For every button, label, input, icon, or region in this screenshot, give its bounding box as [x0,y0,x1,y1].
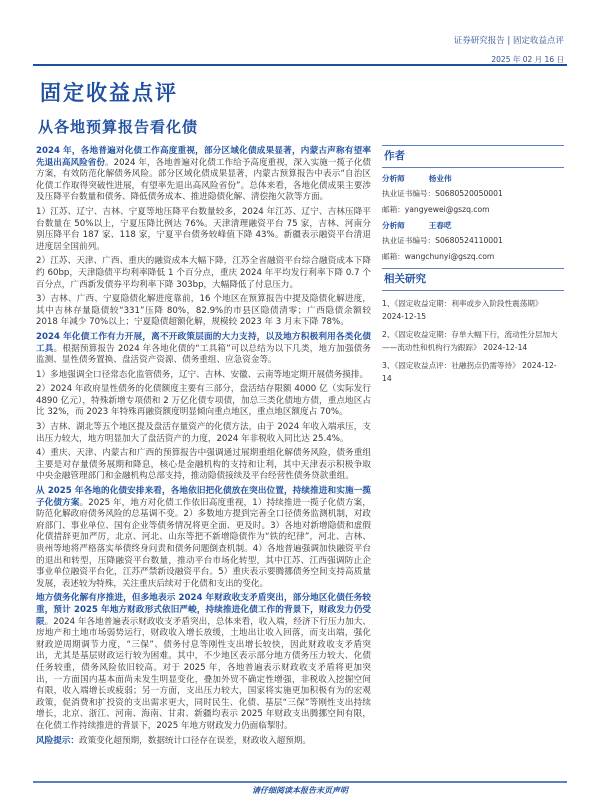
paragraph [36,486,371,590]
analyst-name: 杨业伟 [428,174,452,183]
related-report-link[interactable]: 1、《固定收益定期：利率或步入阶段性震荡期》 2024-12-15 [382,299,543,321]
analyst-email [382,252,564,262]
paragraph [36,736,371,748]
paragraph-text: 4）重庆、天津、内蒙古和广西的预算报告中强调通过展期重组化解债务风险，债务重组主要是对存量债务展期和降息，核心是金融机构的支持和让利，其中天津表示积极争取中央金融管理部门和金融机构总部支持，推动隐债接续及平台经营性债务贷款重组。 [36,448,371,482]
email-link[interactable]: wangchunyi@gszq.com [404,252,495,261]
email-label: 邮箱： [382,205,405,214]
paragraph-text: 3）吉林、湖北等五个地区提及盘活存量资产的化债方法，由于 2024 年收入端承压，支出压力较大，地方明显加大了盘活资产的力度，2024 年非税收入同比达 25.4%。 [36,422,371,444]
paragraph-text: 政策变化超预期，数据统计口径存在误差，财政收入超预期。 [78,735,312,746]
report-body [36,146,371,750]
email-link[interactable]: yangyewei@gszq.com [404,205,490,214]
analyst-cert [382,189,564,199]
report-category: 证券研究报告 | 固定收益点评 [453,36,564,46]
authors-heading: 作者 [382,145,564,168]
paragraph [36,207,371,253]
paragraph-lead: 地方债务化解有序推进，但多地表示 2024 年财政收支矛盾突出，部分地区化债任务较重，预计 2025 年地方财政形式依旧严峻，持续推进化债工作的背景下，财政发力仍受限 [36,593,371,627]
paragraph [36,294,371,329]
footer-disclaimer: 请仔细阅读本报告末页声明 [252,786,348,795]
cert-number: S0680524110001 [435,236,503,245]
paragraph-text: 3）吉林、广西、宁夏隐债化解进度靠前，16 个地区在预算报告中提及隐债化解进度，其中吉林存量隐债较“331”压降 80%，82.9%的市县区隐债清零；广西隐债余额较 2018 年减少 70%以上；宁夏隐债超额化解，规模较 2023 年 3 月末下降 78%。 [36,294,371,328]
cert-number: S0680520050001 [435,189,503,198]
analyst [382,221,564,231]
paragraph [36,422,371,445]
paragraph-text: 。2025 年，地方对化债工作依旧高度重视，1）持续推进一揽子化债方案，防范化解政府债务风险的总基调不变。2）多数地方提到完善全口径债务监测机制，对政府部门、事业单位、国有企业等债务情况将更全面、更及时。3）各地对新增隐债和虚假化债措辞更加严厉，北京、河北、山东等把不新增隐债作为“铁的纪律”，河北、吉林、贵州等地将严格落实举债终身问责和债务问题倒查机制。4）各地普遍强调加快融资平台的退出和转型，压降融资平台数量，推动平台市场化转型，其中江苏、江西强调防止企事业单位融资平台化，江苏严禁新设融资平台。5）重庆表示要腾挪债务空间支持高质量发展，表述较为特殊，关注重庆后续对于化债和支出的变化。 [36,497,371,589]
paragraph [36,370,371,382]
paragraph-lead: 从 2025 年各地的化债安排来看，各地依旧把化债放在突出位置，持续推进和实施一揽子化债方案 [36,486,371,508]
related-report-link[interactable]: 3、《固定收益点评：社融拐点仍需等待》 2024-12-14 [382,361,557,383]
paragraph-lead: 2024 年化债工作有力开展，离不开政策层面的大力支持，以及地方积极利用各类化债工具 [36,331,371,354]
paragraph [36,593,371,732]
paragraph-text: 2）江苏、天津、广西、重庆的融资成本大幅下降，江苏全省融资平台综合融资成本下降约 60bp，天津隐债平均利率降低 1 个百分点，重庆 2024 年平均发行利率下降 0.7 个百分点，广西新发债券平均利率下降 303bp，大幅降低了付息压力。 [36,256,371,290]
paragraph-text: 2）2024 年政府显性债务的化债额度主要有三部分，盘活结存限额 4000 亿（实际发行 4890 亿元），特殊新增专项债和 2 万亿化债专项债，加总三类化债地方债，重点地区占比 32%，而 2023 年特殊再融资额度明显倾向重点地区，重点地区额度占 70%。 [36,384,371,418]
paragraph-text: 1）江苏、辽宁、吉林、宁夏等地压降平台数量较多，2024 年江苏、辽宁、吉林压降平台数量在 50%以上，宁夏压降比例达 76%。天津清理融资平台 75 家，吉林、河南分别压降平台 187 家、118 家，宁夏平台债务较峰值下降 43%。新疆表示融资平台清退进度居全国前列。 [36,206,371,252]
header-divider [33,64,567,66]
footer-divider [33,781,567,783]
paragraph-text: 。根据预算报告 2024 年各地化债的“工具箱”可以总结为以下几类，地方加强债务监测、显性债务置换、盘活资产资源、债务重组、应急资金等。 [36,343,371,366]
analyst-email [382,205,564,215]
page-subtitle: 从各地预算报告看化债 [38,118,199,136]
analyst-name: 王春呓 [428,221,452,230]
paragraph [36,256,371,291]
related-heading: 相关研究 [382,268,564,291]
paragraph-text: 1）多地强调全口径常态化监管债务，辽宁、吉林、安徽、云南等地定期开展债务摸排。 [36,369,369,380]
email-label: 邮箱： [382,252,405,261]
related-report-link[interactable]: 2、《固定收益定期：存单大幅下行，流动性分层加大——流动性和机构行为跟踪》 2024-12-14 [382,330,558,352]
paragraph-text: 。2024 年各地普遍表示财政收支矛盾突出，总体来看，收入端，经济下行压力加大、房地产和土地市场弱势运行，财政收入增长放缓，土地出让收入回落，而支出端，强化财政逆周期调节力度，“三保”、债务付息等刚性支出增长较快，因此财政收支矛盾突出，尤其是基层财政运行较为困难。其中，不少地区表示部分地方债务压力较大、化债任务较重，债务风险依旧较高。对于 2025 年，各地普遍表示财政收支矛盾将更加突出，一方面国内基本面尚未发生明显变化，叠加外贸不确定性增强，非税收入挖掘空间有限，收入端增长或疲弱；另一方面，支出压力较大，国家将实施更加积极有为的宏观政策，促消费和扩投资的支出需求更大，同时民生、化债、基层“三保”等刚性支出持续增长，北京、浙江、河南、海南、甘肃、新疆均表示 2025 年财政支出腾挪空间有限，在化债工作持续推进的背景下，2025 年地方财政发力仍面临掣肘。 [36,616,371,731]
paragraph-lead: 风险提示： [36,735,79,746]
analyst-role: 分析师 [382,221,405,230]
cert-label: 执业证书编号： [382,189,436,198]
paragraph [36,448,371,483]
analyst-cert [382,236,564,246]
paragraph [36,332,371,367]
sidebar [382,145,564,390]
paragraph-text: 。2024 年，各地普遍对化债工作给予高度重视，深入实施一揽子化债方案，有效防范化解债务风险。部分区域化债成果显著，内蒙古预算报告中表示“自治区化债工作取得突破性进展，有望率先退出高风险省份”。总体来看，各地化债成果主要涉及压降平台数量和债务、降低债务成本、推进隐债化解、清偿拖欠款等方面。 [36,157,371,203]
report-date: 2025 年 02 月 16 日 [491,55,564,64]
analyst [382,174,564,184]
analyst-role: 分析师 [382,174,405,183]
page-title: 固定收益点评 [40,80,178,105]
cert-label: 执业证书编号： [382,236,436,245]
paragraph [36,384,371,419]
paragraph [36,146,371,204]
paragraph-lead: 2024 年，各地普遍对化债工作高度重视，部分区域化债成果显著，内蒙古声称有望率先退出高风险省份 [36,146,371,168]
report-header [454,34,564,65]
